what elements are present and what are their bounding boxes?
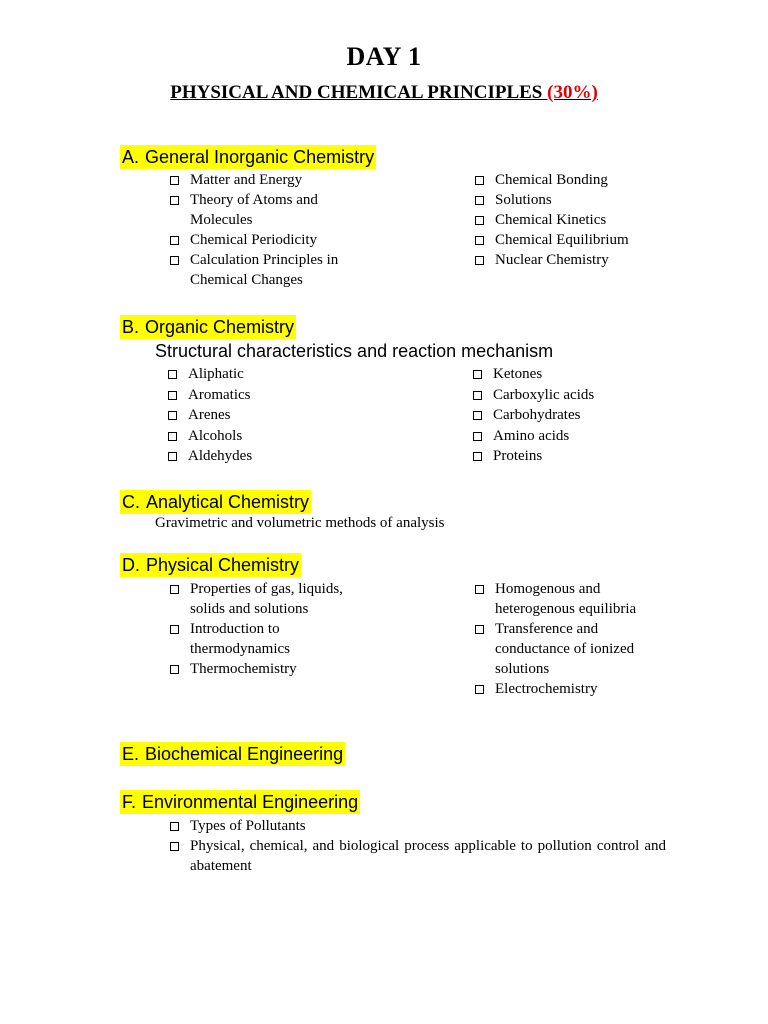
list-item: Physical, chemical, and biological process applicable to pollution control and abatement: [168, 836, 666, 876]
list-item: Aliphatic: [166, 364, 386, 385]
section-d-left-list: [168, 579, 353, 679]
section-b-heading: [120, 315, 296, 339]
section-b-left-list: [166, 364, 386, 467]
day-title: DAY 1: [346, 42, 422, 71]
list-item: Chemical Bonding: [473, 170, 713, 190]
list-item: Chemical Periodicity: [168, 230, 368, 250]
section-e-letter: E.: [122, 744, 140, 764]
list-item: Arenes: [166, 405, 386, 426]
checkbox-icon: [473, 432, 482, 441]
list-item: Types of Pollutants: [168, 816, 666, 836]
list-item: Theory of Atoms and Molecules: [168, 190, 368, 230]
section-f-title: Environmental Engineering: [142, 792, 359, 812]
section-a-letter: A.: [122, 147, 140, 167]
list-item: Transference and conductance of ionized solutions: [473, 619, 658, 679]
subtitle-percent: (30%): [547, 82, 598, 103]
checkbox-icon: [473, 391, 482, 400]
section-d-letter: D.: [122, 555, 140, 575]
checkbox-icon: [170, 196, 179, 205]
checkbox-icon: [473, 370, 482, 379]
list-item: Aldehydes: [166, 446, 386, 467]
section-c-description: Gravimetric and volumetric methods of analysis: [155, 515, 445, 531]
checkbox-icon: [168, 452, 177, 461]
list-item: Thermochemistry: [168, 659, 353, 679]
list-item: Ketones: [471, 364, 711, 385]
checkbox-icon: [168, 432, 177, 441]
list-item: Homogenous and heterogenous equilibria: [473, 579, 658, 619]
section-b-title: Organic Chemistry: [145, 317, 295, 337]
checkbox-icon: [475, 216, 484, 225]
list-item: Chemical Equilibrium: [473, 230, 713, 250]
section-d-heading: [120, 553, 301, 577]
list-item: Introduction to thermodynamics: [168, 619, 353, 659]
checkbox-icon: [170, 625, 179, 634]
section-b-letter: B.: [122, 317, 140, 337]
checkbox-icon: [475, 585, 484, 594]
section-c-letter: C.: [122, 492, 140, 512]
checkbox-icon: [475, 256, 484, 265]
section-f-letter: F.: [122, 792, 137, 812]
section-c-title: Analytical Chemistry: [146, 492, 310, 512]
list-item: Proteins: [471, 446, 711, 467]
checkbox-icon: [170, 176, 179, 185]
checkbox-icon: [170, 822, 179, 831]
list-item: Alcohols: [166, 426, 386, 447]
list-item: Properties of gas, liquids, solids and solutions: [168, 579, 353, 619]
list-item: Carboxylic acids: [471, 385, 711, 406]
checkbox-icon: [170, 842, 179, 851]
checkbox-icon: [170, 256, 179, 265]
checkbox-icon: [170, 236, 179, 245]
list-item: Carbohydrates: [471, 405, 711, 426]
checkbox-icon: [475, 625, 484, 634]
checkbox-icon: [475, 196, 484, 205]
list-item: Chemical Kinetics: [473, 210, 713, 230]
checkbox-icon: [475, 685, 484, 694]
list-item: Nuclear Chemistry: [473, 250, 713, 270]
section-e-title: Biochemical Engineering: [145, 744, 344, 764]
section-f-list: [168, 816, 666, 876]
checkbox-icon: [473, 452, 482, 461]
list-item: Calculation Principles in Chemical Changes: [168, 250, 368, 290]
section-a-title: General Inorganic Chemistry: [145, 147, 375, 167]
page-subtitle: [0, 82, 768, 104]
checkbox-icon: [170, 585, 179, 594]
list-item: Solutions: [473, 190, 713, 210]
checkbox-icon: [475, 176, 484, 185]
checkbox-icon: [170, 665, 179, 674]
section-a-heading: [120, 145, 376, 169]
section-d-title: Physical Chemistry: [146, 555, 300, 575]
subtitle-text: PHYSICAL AND CHEMICAL PRINCIPLES: [170, 82, 543, 103]
list-item: Aromatics: [166, 385, 386, 406]
section-a-left-list: [168, 170, 368, 290]
checkbox-icon: [168, 391, 177, 400]
checkbox-icon: [473, 411, 482, 420]
section-d-right-list: [473, 579, 658, 699]
list-item: Electrochemistry: [473, 679, 658, 699]
checkbox-icon: [168, 411, 177, 420]
checkbox-icon: [475, 236, 484, 245]
section-a-right-list: [473, 170, 713, 270]
list-item: Matter and Energy: [168, 170, 368, 190]
section-b-right-list: [471, 364, 711, 467]
section-c-heading: [120, 490, 311, 514]
checkbox-icon: [168, 370, 177, 379]
list-item: Amino acids: [471, 426, 711, 447]
section-b-description: Structural characteristics and reaction mechanism: [155, 341, 554, 361]
section-f-heading: [120, 790, 360, 814]
section-e-heading: [120, 742, 345, 766]
